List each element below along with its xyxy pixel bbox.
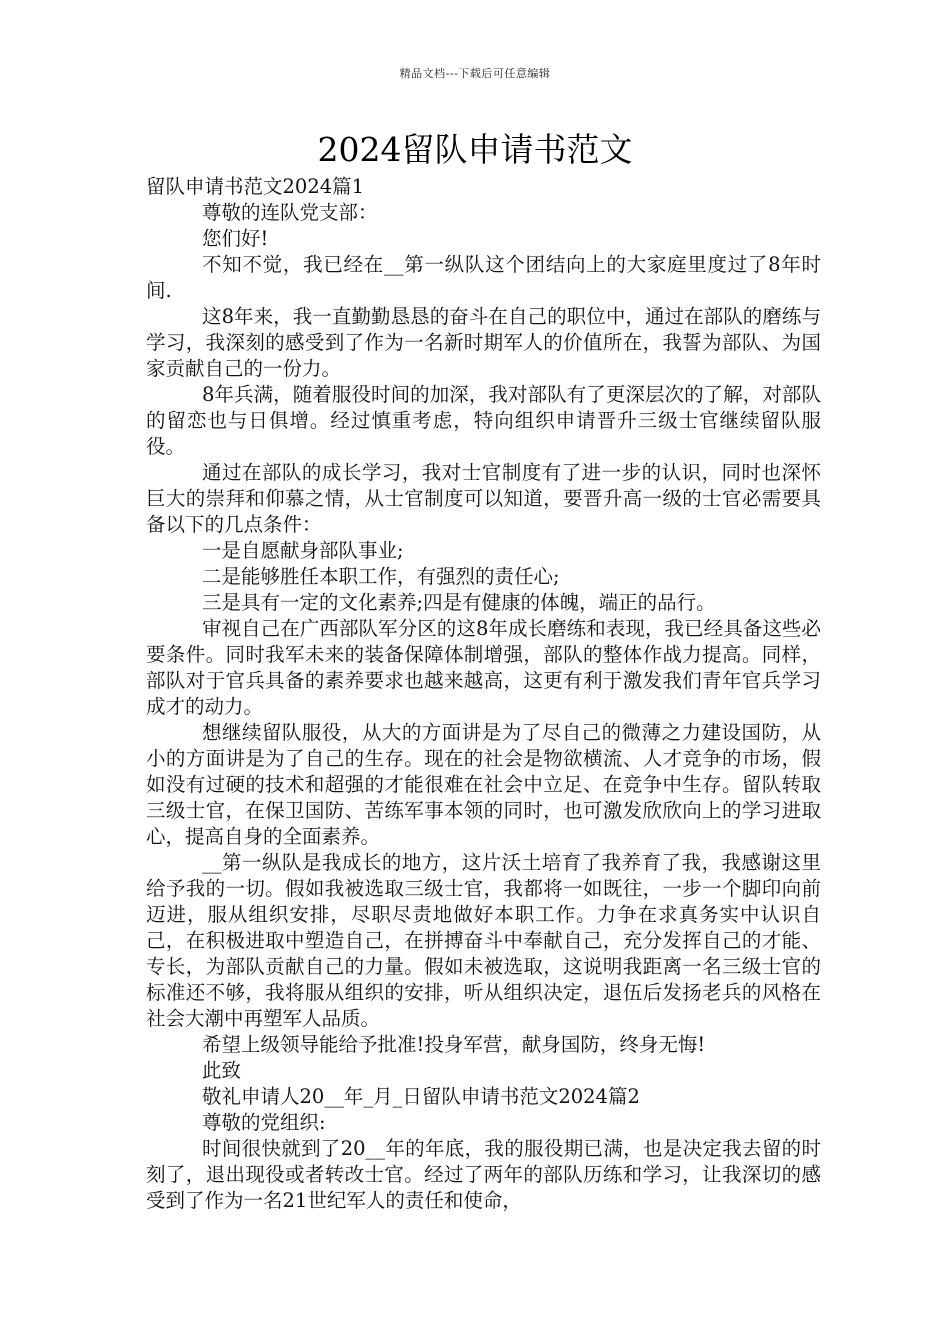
paragraph: 通过在部队的成长学习，我对士官制度有了进一步的认识，同时也深怀巨大的崇拜和仰慕之情，从士官制度可以知道，要晋升高一级的士官必需要具备以下的几点条件：	[146, 461, 821, 536]
paragraph: 二是能够胜任本职工作，有强烈的责任心;	[202, 565, 560, 588]
paragraph: 尊敬的连队党支部：	[202, 201, 378, 224]
paragraph: 此致	[202, 1059, 242, 1082]
paragraph: 不知不觉，我已经在__第一纵队这个团结向上的大家庭里度过了8年时间.	[146, 253, 821, 302]
paragraph: 尊敬的党组织:	[202, 1111, 326, 1134]
paragraph: 留队申请书范文2024篇1	[146, 175, 365, 198]
paragraph: 您们好!	[202, 227, 269, 250]
paragraph: 一是自愿献身部队事业;	[202, 539, 404, 562]
document-body	[146, 174, 821, 1214]
paragraph: 时间很快就到了20__年的年底，我的服役期已满，也是决定我去留的时刻了，退出现役或者转改士官。经过了两年的部队历练和学习，让我深切的感受到了作为一名21世纪军人的责任和使命，	[146, 1137, 821, 1212]
paragraph: 希望上级领导能给予批准!投身军营，献身国防，终身无悔!	[202, 1033, 706, 1056]
paragraph: 三是具有一定的文化素养;四是有健康的体魄，端正的品行。	[202, 591, 716, 614]
page-header: 精品文档---下载后可任意编辑	[399, 67, 551, 80]
paragraph: 8年兵满，随着服役时间的加深，我对部队有了更深层次的了解，对部队的留恋也与日俱增。经过慎重考虑，特向组织申请晋升三级士官继续留队服役。	[146, 383, 821, 458]
paragraph: 审视自己在广西部队军分区的这8年成长磨练和表现，我已经具备这些必要条件。同时我军未来的装备保障体制增强，部队的整体作战力提高。同样，部队对于官兵具备的素养要求也越来越高，这更有利于激发我们青年官兵学习成才的动力。	[146, 617, 821, 718]
paragraph: 敬礼申请人20__年_月_日留队申请书范文2024篇2	[202, 1085, 640, 1108]
paragraph: 这8年来，我一直勤勤恳恳的奋斗在自己的职位中，通过在部队的磨练与学习，我深刻的感受到了作为一名新时期军人的价值所在，我誓为部队、为国家贡献自己的一份力。	[146, 305, 821, 380]
paragraph: 想继续留队服役，从大的方面讲是为了尽自己的微薄之力建设国防，从小的方面讲是为了自己的生存。现在的社会是物欲横流、人才竞争的市场，假如没有过硬的技术和超强的才能很难在社会中立足、在竞争中生存。留队转取三级士官，在保卫国防、苦练军事本领的同时，也可激发欣欣向上的学习进取心，提高自身的全面素养。	[146, 721, 821, 848]
document-title: 2024留队申请书范文	[317, 130, 633, 169]
paragraph: __第一纵队是我成长的地方，这片沃土培育了我养育了我，我感谢这里给予我的一切。假如我被选取三级士官，我都将一如既往，一步一个脚印向前迈进，服从组织安排，尽职尽责地做好本职工作。力争在求真务实中认识自己，在积极进取中塑造自己，在拼搏奋斗中奉献自己，充分发挥自己的才能、专长，为部队贡献自己的力量。假如未被选取，这说明我距离一名三级士官的标准还不够，我将服从组织的安排，听从组织决定，退伍后发扬老兵的风格在社会大潮中再塑军人品质。	[146, 851, 821, 1030]
